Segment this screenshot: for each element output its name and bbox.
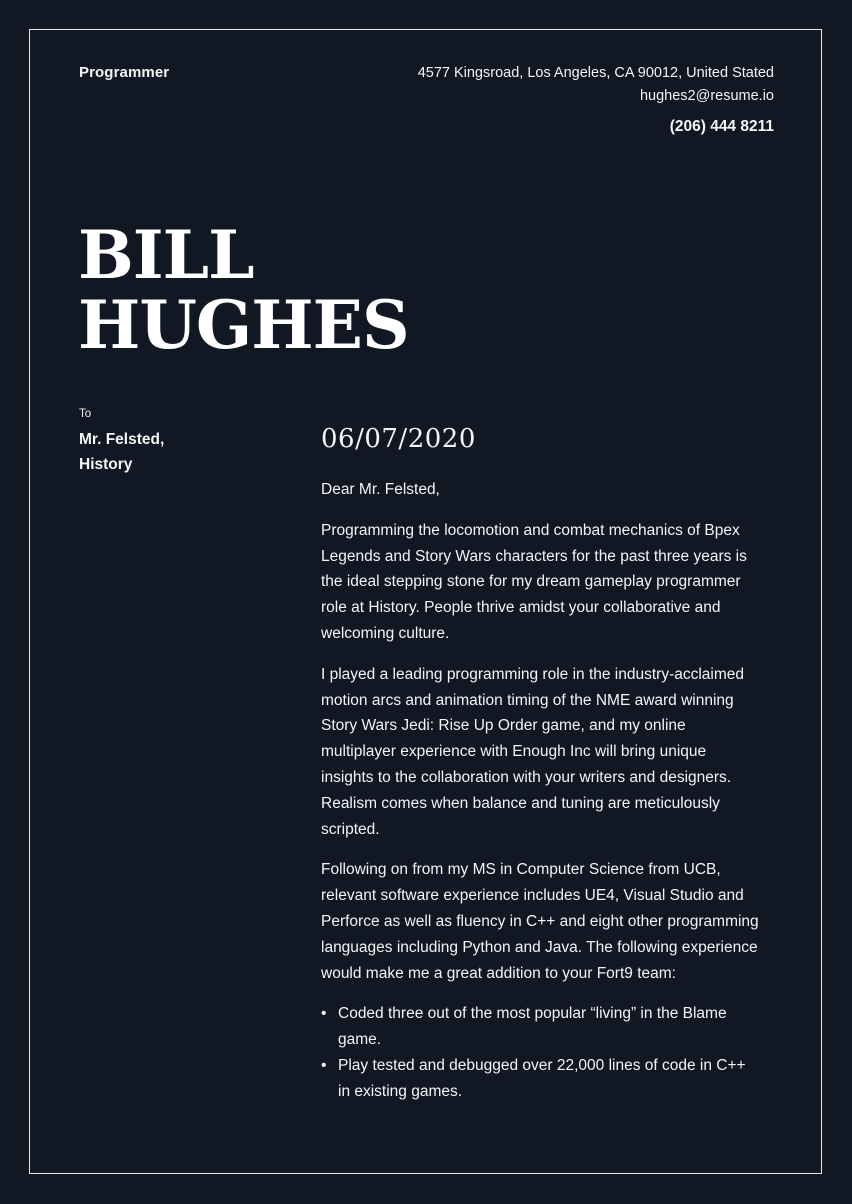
paragraph: Following on from my MS in Computer Science from UCB, relevant software experience includes UE4, Visual Studio and Perforce as well as fluency in C++ and eight other programming languages including Python and Java. The following experience would make me a great addition to your Fort9 team: (321, 861, 759, 982)
phone-number[interactable]: (206) 444 8211 (669, 118, 774, 135)
paragraph: I played a leading programming role in the industry-acclaimed motion arcs and animation timing of the NME award winning Story Wars Jedi: Rise Up Order game, and my online multiplayer experience with Enough Inc will bring unique insights to the collaboration with your writers and designers. Realism comes when balance and tuning are meticulously scripted. (321, 665, 745, 838)
first-name: BILL (78, 216, 254, 294)
address: 4577 Kingsroad, Los Angeles, CA 90012, United Stated (417, 65, 774, 81)
letter-body (321, 477, 761, 1105)
job-title: Programmer (79, 64, 170, 81)
recipient-company: History (79, 456, 133, 473)
last-name: HUGHES (78, 286, 409, 364)
email[interactable]: hughes2@resume.io (639, 88, 774, 104)
applicant-name (78, 216, 409, 364)
experience-list (321, 1001, 761, 1104)
bullet-icon: • (321, 1005, 327, 1023)
bullet-icon: • (321, 1056, 327, 1074)
letter-date: 06/07/2020 (321, 424, 476, 454)
recipient-name: Mr. Felsted, (79, 431, 165, 448)
to-label: To (79, 408, 92, 420)
list-item-text: Coded three out of the most popular “living” in the Blame game. (338, 1005, 727, 1049)
list-item-text: Play tested and debugged over 22,000 lines of code in C++ in existing games. (338, 1056, 746, 1100)
list-item (321, 1053, 761, 1105)
greeting: Dear Mr. Felsted, (321, 481, 440, 498)
recipient-block (79, 427, 164, 477)
paragraph: Programming the locomotion and combat mechanics of Bpex Legends and Story Wars characters for the past three years is the ideal stepping stone for my dream gameplay programmer role at History. People thrive amidst your collaborative and welcoming culture. (321, 521, 747, 642)
list-item (321, 1001, 761, 1053)
contact-info (418, 62, 774, 108)
